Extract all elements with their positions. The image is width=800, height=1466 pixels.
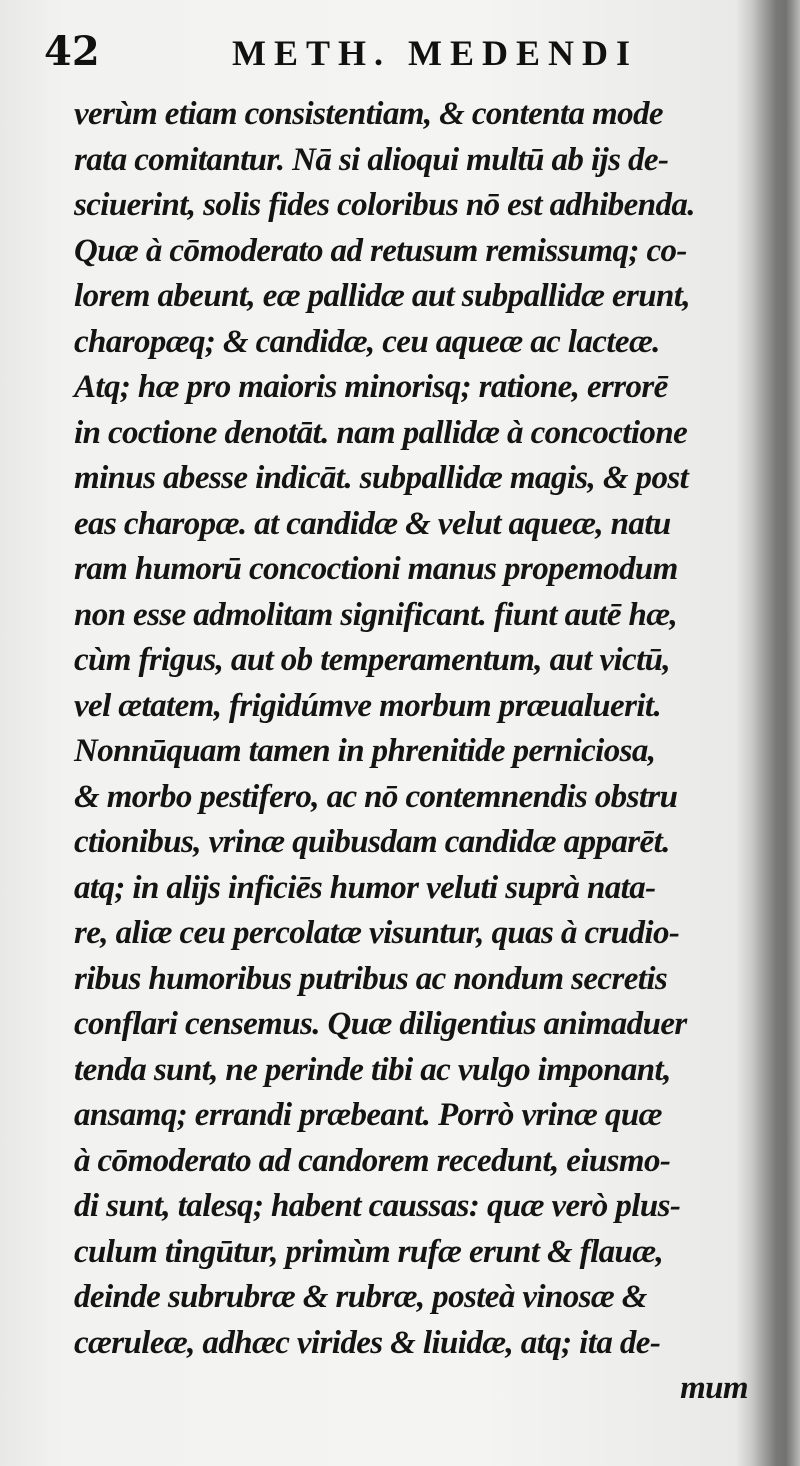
text-line: rata comitantur. Nā si alioqui multū ab ijs de- <box>74 141 669 178</box>
text-line: Quæ à cōmoderato ad retusum remissumq; co- <box>74 232 687 269</box>
text-line: ram humorū concoctioni manus propemodum <box>74 551 678 587</box>
text-line: tenda sunt, ne perinde tibi ac vulgo imponant, <box>74 1051 671 1088</box>
text-line: di sunt, talesq; habent caussas: quæ verò plus- <box>74 1188 681 1224</box>
text-line: culum tingūtur, primùm rufæ erunt & flauæ, <box>74 1233 664 1270</box>
text-line: re, aliæ ceu percolatæ visuntur, quas à crudio- <box>74 915 680 951</box>
text-line: ctionibus, vrinæ quibusdam candidæ apparēt. <box>74 824 670 860</box>
catchword: mum <box>680 1370 748 1406</box>
text-line: sciuerint, solis fides coloribus nō est adhibenda. <box>74 187 695 223</box>
text-line: eas charopæ. at candidæ & velut aqueæ, natu <box>74 505 671 542</box>
text-line: charopæq; & candidæ, ceu aqueæ ac lacteæ. <box>74 323 660 360</box>
page-number: 42 <box>44 28 100 75</box>
text-line: in coctione denotāt. nam pallidæ à concoctione <box>74 414 688 451</box>
text-line: verùm etiam consistentiam, & contenta mode <box>74 96 663 132</box>
text-line: & morbo pestifero, ac nō contemnendis obstru <box>74 778 678 815</box>
page-header <box>44 28 740 88</box>
text-line: deinde subrubræ & rubræ, posteà vinosæ & <box>74 1279 647 1315</box>
text-line: Nonnūquam tamen in phrenitide perniciosa, <box>74 733 656 769</box>
page-edge-shadow <box>752 0 800 1466</box>
body-text <box>74 92 754 1412</box>
text-line: conflari censemus. Quæ diligentius animaduer <box>74 1006 687 1042</box>
text-line: non esse admolitam significant. fiunt autē hæ, <box>74 596 678 633</box>
text-line: cùm frigus, aut ob temperamentum, aut victū, <box>74 642 671 678</box>
text-line: à cōmoderato ad candorem recedunt, eiusmo- <box>74 1142 671 1179</box>
text-line: Atq; hæ pro maioris minorisq; ratione, errorē <box>74 369 668 405</box>
text-line: atq; in alijs inficiēs humor veluti suprà nata- <box>74 869 656 906</box>
text-line: ansamq; errandi præbeant. Porrò vrinæ quæ <box>74 1097 662 1133</box>
text-line: vel ætatem, frigidúmve morbum præualuerit. <box>74 687 662 724</box>
text-line: ribus humoribus putribus ac nondum secretis <box>74 960 668 997</box>
text-line: cæruleæ, adhæc virides & liuidæ, atq; ita de- <box>74 1324 661 1361</box>
running-head: METH. MEDENDI <box>232 33 639 73</box>
text-line: lorem abeunt, eæ pallidæ aut subpallidæ erunt, <box>74 278 690 314</box>
text-line: minus abesse indicāt. subpallidæ magis, & post <box>74 460 689 496</box>
